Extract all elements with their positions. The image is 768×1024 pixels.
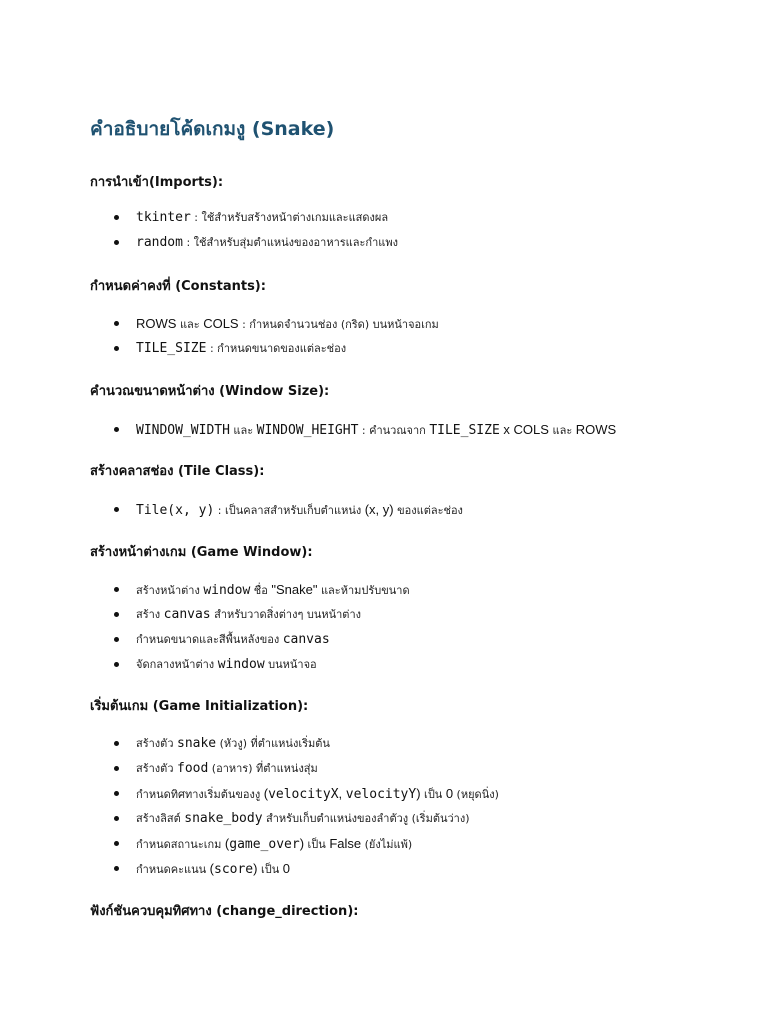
- section-heading-imports: การนำเข้า(Imports):: [90, 175, 224, 190]
- code-token: WINDOW_WIDTH: [136, 423, 230, 438]
- item-text: : ใช้สำหรับสร้างหน้าต่างเกมและแสดงผล: [190, 211, 389, 224]
- item-text: (x, y): [364, 502, 394, 517]
- item-text: สร้าง: [136, 608, 164, 621]
- item-text: (หัวงู) ที่ตำแหน่งเริ่มต้น: [216, 737, 330, 750]
- item-text: : กำหนดขนาดของแต่ละช่อง: [206, 342, 347, 355]
- item-text: สร้างตัว: [136, 737, 177, 750]
- item-text: ROWS: [136, 316, 177, 331]
- item-text: ของแต่ละช่อง: [393, 504, 463, 517]
- section-list-constants: [112, 311, 439, 361]
- list-item: [112, 731, 499, 756]
- item-text: : เป็นคลาสสำหรับเก็บตำแหน่ง: [214, 504, 365, 517]
- item-text: : คำนวณจาก: [358, 424, 430, 437]
- item-text: ): [299, 836, 305, 851]
- list-item: [112, 806, 499, 831]
- section-heading-tile-class: สร้างคลาสช่อง (Tile Class):: [90, 464, 265, 479]
- list-item: [112, 497, 463, 522]
- list-item: [112, 756, 499, 781]
- item-text: สำหรับวาดสิ่งต่างๆ บนหน้าต่าง: [210, 608, 361, 621]
- code-token: window: [217, 657, 265, 672]
- list-item: [112, 602, 410, 627]
- code-token: TILE_SIZE: [136, 341, 207, 356]
- item-text: (ยังไม่แพ้): [361, 838, 413, 851]
- list-item: [112, 336, 439, 361]
- item-text: กำหนดสถานะเกม: [136, 838, 225, 851]
- item-text: ชื่อ: [250, 584, 272, 597]
- item-text: สำหรับเก็บตำแหน่งของลำตัวงู (เริ่มต้นว่าง): [262, 812, 470, 825]
- item-text: (: [224, 836, 230, 851]
- list-item: [112, 856, 499, 881]
- item-text: (อาหาร) ที่ตำแหน่งสุ่ม: [208, 762, 318, 775]
- code-token: velocityX: [268, 787, 339, 802]
- code-token: TILE_SIZE: [429, 423, 500, 438]
- item-text: 0: [445, 786, 454, 801]
- list-item: [112, 831, 499, 856]
- code-token: canvas: [282, 632, 330, 647]
- item-text: สร้างตัว: [136, 762, 177, 775]
- list-item: [112, 205, 398, 230]
- section-heading-change-direction: ฟังก์ชันควบคุมทิศทาง (change_direction):: [90, 904, 359, 919]
- section-heading-constants: กำหนดค่าคงที่ (Constants):: [90, 279, 266, 294]
- section-heading-window-size: คำนวณขนาดหน้าต่าง (Window Size):: [90, 384, 330, 399]
- code-token: random: [136, 235, 183, 250]
- item-text: เป็น: [257, 863, 283, 876]
- item-text: บนหน้าจอ: [264, 658, 317, 671]
- code-token: snake_body: [184, 811, 263, 826]
- section-list-game-window: [112, 577, 410, 677]
- item-text: ROWS: [575, 422, 617, 437]
- code-token: food: [177, 761, 209, 776]
- item-text: (: [209, 861, 214, 876]
- item-text: กำหนดคะแนน: [136, 863, 210, 876]
- list-item: [112, 230, 398, 255]
- list-item: [112, 577, 410, 602]
- item-text: เป็น: [304, 838, 330, 851]
- item-text: x COLS: [499, 422, 553, 437]
- item-text: "Snake": [271, 582, 318, 597]
- code-token: Tile(x, y): [136, 503, 215, 518]
- list-item: [112, 311, 439, 336]
- item-text: False: [329, 836, 362, 851]
- item-text: ): [253, 861, 258, 876]
- item-text: และ: [552, 424, 576, 437]
- item-text: กำหนดขนาดและสีพื้นหลังของ: [136, 633, 283, 646]
- list-item: [112, 652, 410, 677]
- section-list-window-size: [112, 417, 616, 442]
- code-token: WINDOW_HEIGHT: [256, 423, 359, 438]
- item-text: ): [416, 786, 421, 801]
- list-item: [112, 627, 410, 652]
- code-token: window: [203, 583, 251, 598]
- item-text: 0: [282, 861, 290, 876]
- code-token: snake: [177, 736, 217, 751]
- item-text: และ: [229, 424, 257, 437]
- code-token: game_over: [229, 837, 300, 852]
- item-text: กำหนดทิศทางเริ่มต้นของงู: [136, 788, 264, 801]
- code-token: tkinter: [136, 210, 191, 225]
- code-token: canvas: [163, 607, 211, 622]
- list-item: [112, 781, 499, 806]
- item-text: จัดกลางหน้าต่าง: [136, 658, 218, 671]
- item-text: (หยุดนิ่ง): [453, 788, 499, 801]
- list-item: [112, 417, 616, 442]
- item-text: และ: [176, 318, 204, 331]
- item-text: และห้ามปรับขนาด: [317, 584, 410, 597]
- section-list-tile-class: [112, 497, 463, 522]
- item-text: COLS: [203, 316, 239, 331]
- section-heading-game-initialization: เริ่มต้นเกม (Game Initialization):: [90, 699, 309, 714]
- item-text: เป็น: [420, 788, 446, 801]
- section-heading-game-window: สร้างหน้าต่างเกม (Game Window):: [90, 545, 313, 560]
- item-text: สร้างหน้าต่าง: [136, 584, 204, 597]
- code-token: score: [214, 862, 254, 877]
- item-text: ,: [338, 786, 346, 801]
- section-list-game-initialization: [112, 731, 499, 881]
- document-title: คำอธิบายโค้ดเกมงู (Snake): [90, 118, 335, 140]
- section-list-imports: [112, 205, 398, 255]
- item-text: สร้างลิสต์: [136, 812, 185, 825]
- item-text: (: [263, 786, 269, 801]
- item-text: : ใช้สำหรับสุ่มตำแหน่งของอาหารและกำแพง: [182, 236, 398, 249]
- code-token: velocityY: [345, 787, 417, 802]
- item-text: : กำหนดจำนวนช่อง (กริด) บนหน้าจอเกม: [238, 318, 439, 331]
